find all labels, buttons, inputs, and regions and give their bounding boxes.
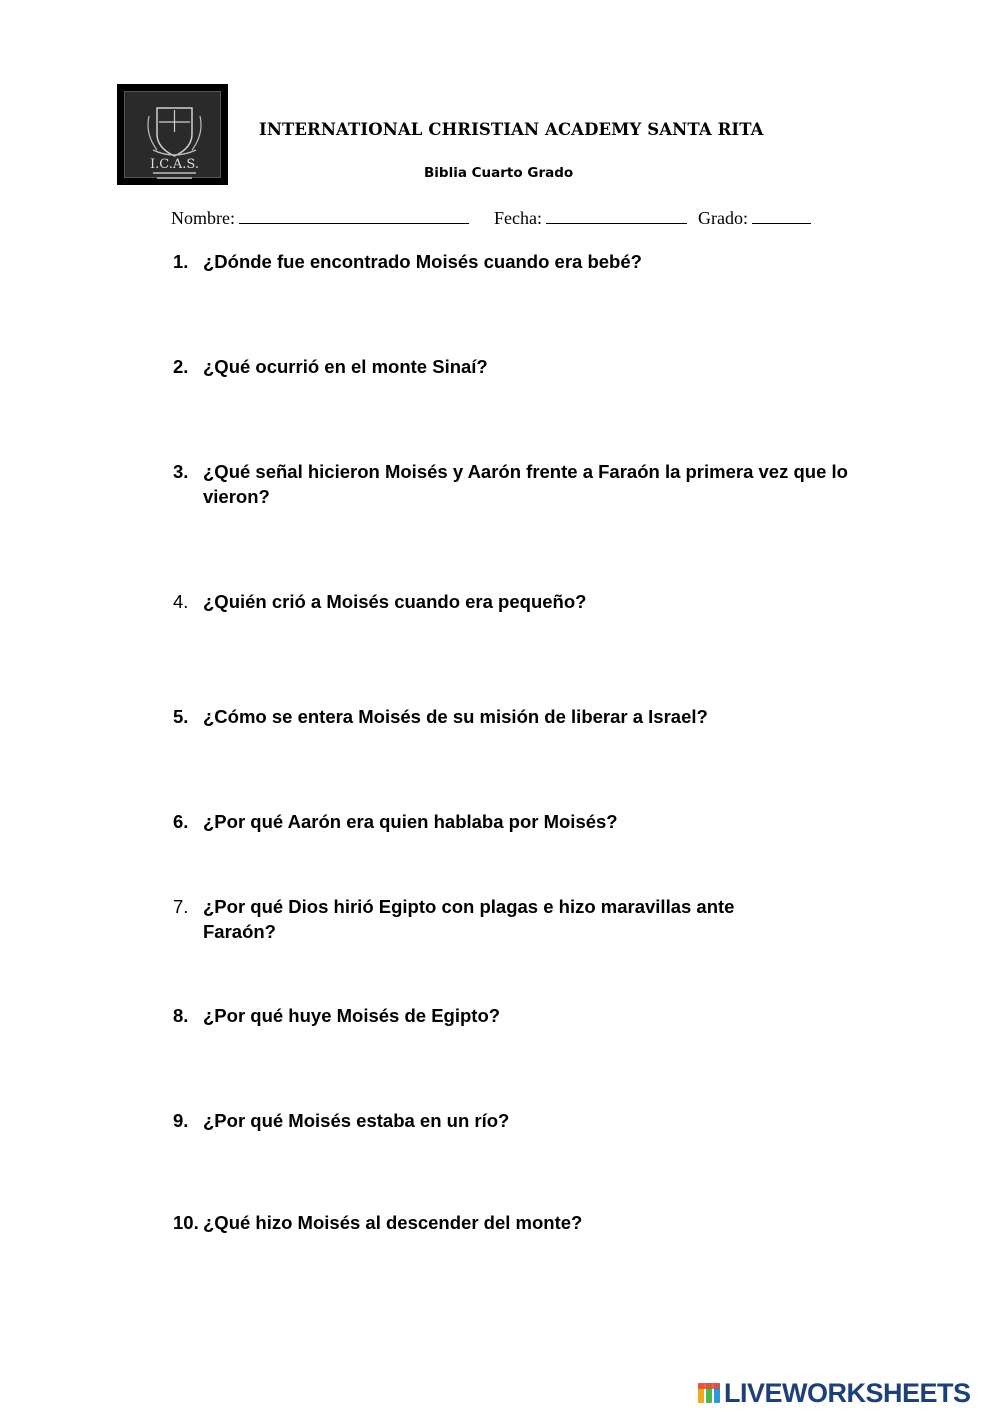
question-number: 4. (173, 591, 189, 612)
subject-title: Biblia Cuarto Grado (424, 165, 574, 181)
question-number: 3. (173, 461, 189, 482)
question-number: 6. (173, 811, 189, 832)
school-name: INTERNATIONAL CHRISTIAN ACADEMY SANTA RITA (259, 120, 764, 139)
liveworksheets-logo-icon (697, 1381, 721, 1405)
question-1 (173, 249, 863, 274)
question-text: ¿Por qué Moisés estaba en un río? (203, 1110, 510, 1131)
question-text: ¿Qué ocurrió en el monte Sinaí? (203, 356, 488, 377)
logo-text: I.C.A.S. (150, 157, 199, 172)
student-fields (171, 207, 871, 229)
question-text: ¿Por qué Aarón era quien hablaba por Moisés? (203, 811, 618, 832)
name-field[interactable] (239, 207, 469, 224)
crest-icon (119, 86, 230, 187)
question-4 (173, 589, 863, 614)
question-text: ¿Dónde fue encontrado Moisés cuando era bebé? (203, 251, 642, 272)
question-9 (173, 1108, 863, 1133)
name-label: Nombre: (171, 208, 235, 228)
question-text: ¿Cómo se entera Moisés de su misión de liberar a Israel? (203, 706, 708, 727)
question-number: 2. (173, 356, 189, 377)
question-2 (173, 354, 863, 379)
grade-field[interactable] (752, 207, 811, 224)
date-field[interactable] (546, 207, 687, 224)
question-number: 9. (173, 1110, 189, 1131)
question-text: ¿Qué hizo Moisés al descender del monte? (203, 1212, 583, 1233)
question-10 (173, 1210, 863, 1235)
question-text: ¿Por qué Dios hirió Egipto con plagas e hizo maravillas ante Faraón? (203, 896, 735, 942)
question-number: 5. (173, 706, 189, 727)
question-text: ¿Qué señal hicieron Moisés y Aarón frente a Faraón la primera vez que lo vieron? (203, 461, 848, 507)
question-7 (173, 894, 863, 944)
question-3 (173, 459, 863, 509)
question-8 (173, 1003, 863, 1028)
date-label: Fecha: (493, 208, 542, 228)
question-number: 8. (173, 1005, 189, 1026)
question-number: 7. (173, 896, 189, 917)
question-text: ¿Por qué huye Moisés de Egipto? (203, 1005, 501, 1026)
question-5 (173, 704, 863, 729)
grade-label: Grado: (697, 208, 748, 228)
question-number: 1. (173, 251, 189, 272)
question-text: ¿Quién crió a Moisés cuando era pequeño? (203, 591, 587, 612)
school-logo (117, 84, 228, 185)
question-number: 10. (173, 1212, 199, 1233)
question-6 (173, 809, 863, 834)
liveworksheets-brand[interactable] (697, 1378, 971, 1408)
brand-name: LIVEWORKSHEETS (724, 1377, 971, 1408)
